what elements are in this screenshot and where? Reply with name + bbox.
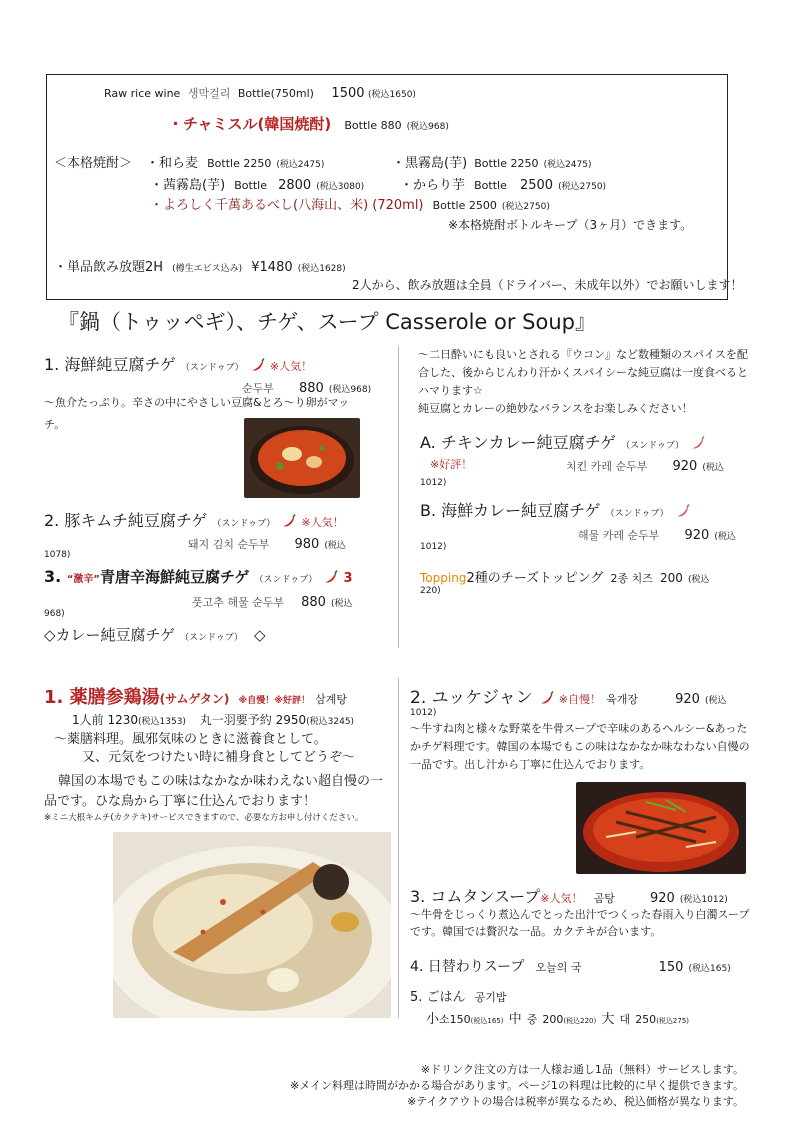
item-gomtang: 3. コムタンスープ※人気！ 곰탕 920 (税込1012): [410, 887, 728, 906]
yoroshiku-row: ・よろしく千萬あるべし(八海山、米) (720ml) Bottle 2500 (税込2750): [150, 198, 550, 213]
chili-pepper-icon: [322, 570, 338, 584]
column-divider-top: [398, 346, 399, 648]
item-seafood-curry-sundubu: B. 海鮮カレー純豆腐チゲ （スンドゥブ）: [420, 498, 690, 521]
kurokirishima-row: ・黒霧島(芋) Bottle 2250 (税込2475): [392, 156, 592, 171]
curry-sundubu-heading: ◇カレー純豆腐チゲ （スンドゥブ） ◇: [44, 626, 266, 644]
item-rice: 5. ごはん 공기밥: [410, 990, 507, 1005]
chili-pepper-icon: [249, 358, 265, 372]
item2-price-row: 돼지 김치 순두부 980 (税込: [188, 537, 346, 552]
item1-price-row: 순두부 880 (税込968): [242, 381, 372, 396]
item2-tax-cont: 1078): [44, 550, 71, 560]
item-chicken-curry-sundubu: A. チキンカレー純豆腐チゲ （スンドゥブ）: [420, 430, 705, 453]
item1-description: ～魚介たっぷり。辛さの中にやさしい豆腐&とろ～り卵がマッチ。: [44, 396, 350, 431]
topping-tax-cont: 220): [420, 586, 441, 596]
chamisul-row: ・チャミスル(韓国焼酎) Bottle 880 (税込968): [168, 115, 449, 133]
honkaku-label: ＜本格焼酎＞: [54, 156, 133, 171]
footer-note-3: ※テイクアウトの場合は税率が異なるため、税込価格が異なります。: [407, 1095, 744, 1108]
nomihodai-note: 2人から、飲み放題は全員（ドライバー、未成年以外）でお願いします！: [352, 278, 743, 292]
item-daily-soup: 4. 日替わりスープ 오늘의 국 150 (税込165): [410, 959, 731, 975]
item-green-chili-sundubu: 3. “激辛”青唐辛海鮮純豆腐チゲ （スンドゥブ） 3: [44, 567, 353, 586]
column-divider-bottom: [398, 678, 399, 1018]
makgeolli-row: Raw rice wine 생막걸리 Bottle(750ml) 1500 (税込1650): [104, 86, 416, 101]
waraku-row: ・和ら麦 Bottle 2250 (税込2475): [146, 156, 325, 171]
samgyetang-line1: ～薬膳料理。風邪気味のときに滋養食として。: [54, 732, 327, 747]
item-pork-kimchi-sundubu: 2. 豚キムチ純豆腐チゲ （スンドゥブ） ※人気！: [44, 511, 344, 530]
item-yukgaejang: 2. ユッケジャン ※自慢！ 육개장 920 (税込: [410, 688, 727, 708]
cheese-topping-row: Topping2種のチーズトッピング 2종 치즈 200 (税込: [420, 571, 710, 586]
samgyetang-photo: [113, 832, 391, 1018]
samgyetang-line2: 又、元気をつけたい時に補身食としてどうぞ～: [82, 750, 356, 765]
samgyetang-prices: 1人前 1230(税込1353) 丸一羽要予約 2950(税込3245): [72, 713, 355, 727]
chili-pepper-icon: [538, 691, 554, 705]
yukgaejang-photo: [576, 782, 746, 874]
bottle-keep-note: ※本格焼酎ボトルキープ（3ヶ月）できます。: [448, 218, 693, 232]
gomtang-description: ～牛骨をじっくり煮込んでとった出汁でつくった春雨入り白濁スープです。韓国では贅沢な一品。カクテキが合います。: [410, 908, 750, 938]
item-samgyetang: 1. 薬膳参鶏湯(サムゲタン) ※自慢！※好評！ 삼계탕: [44, 687, 347, 708]
item-a-tax-cont: 1012): [420, 478, 447, 488]
samgyetang-description: 韓国の本場でもこの味はなかなか味わえない超自慢の一品です。ひな鳥から丁寧に仕込んでおります！: [44, 774, 384, 809]
chili-pepper-icon: [689, 436, 705, 450]
page-title: 『鍋（トゥッペギ）、チゲ、スープ Casserole or Soup』: [58, 310, 596, 334]
item-a-price-row: 치킨 카레 순두부 920 (税込: [566, 459, 724, 474]
karaimo-row: ・からり芋 Bottle 2500 (税込2750): [400, 178, 607, 193]
yukgaejang-tax-cont: 1012): [410, 708, 437, 718]
akakirishima-row: ・茜霧島(芋) Bottle 2800 (税込3080): [150, 178, 365, 193]
kakuteki-note: ※ミニ大根キムチ(カクテキ)サービスできますので、必要な方お申し付けください。: [44, 813, 364, 823]
yukgaejang-description: ～牛すね肉と様々な野菜を牛骨スープで辛味のあるヘルシー&あったかチゲ料理です。韓国の本場でもこの味はなかなか味なわない自慢の一品です。出し汁から丁寧に仕込んでおります。: [410, 722, 750, 771]
chili-pepper-icon: [280, 514, 296, 528]
item3-price-row: 풋고추 해물 순두부 880 (税込: [192, 595, 353, 610]
item-a-badge: ※好評！: [430, 458, 473, 471]
footer-note-1: ※ドリンク注文の方は一人様お通し1品（無料）サービスします。: [420, 1063, 744, 1076]
item3-tax-cont: 968): [44, 609, 65, 619]
item-b-tax-cont: 1012): [420, 542, 447, 552]
chili-pepper-icon: [674, 504, 690, 518]
item-seafood-sundubu: 1. 海鮮純豆腐チゲ （スンドゥブ） ※人気！: [44, 355, 313, 374]
sundubu-photo: [244, 418, 360, 498]
curry-intro: ～二日酔いにも良いとされる『ウコン』など数種類のスパイスを配合した、後からじんわり汗かくスパイシーな純豆腐は一度食べるとハマります☆ 純豆腐とカレーの絶妙なバランスをお楽しみください！: [418, 348, 748, 415]
footer-note-2: ※メイン料理は時間がかかる場合があります。ページ1の料理は比較的に早く提供できます。: [289, 1079, 744, 1092]
item-b-price-row: 해물 카레 순두부 920 (税込: [578, 528, 736, 543]
rice-sizes: 小소150(税込165) 中 중 200(税込220) 大 대 250(税込275): [426, 1012, 690, 1027]
nomihodai-row: ・単品飲み放題2H (樽生エビス込み) ¥1480 (税込1628): [54, 260, 346, 275]
